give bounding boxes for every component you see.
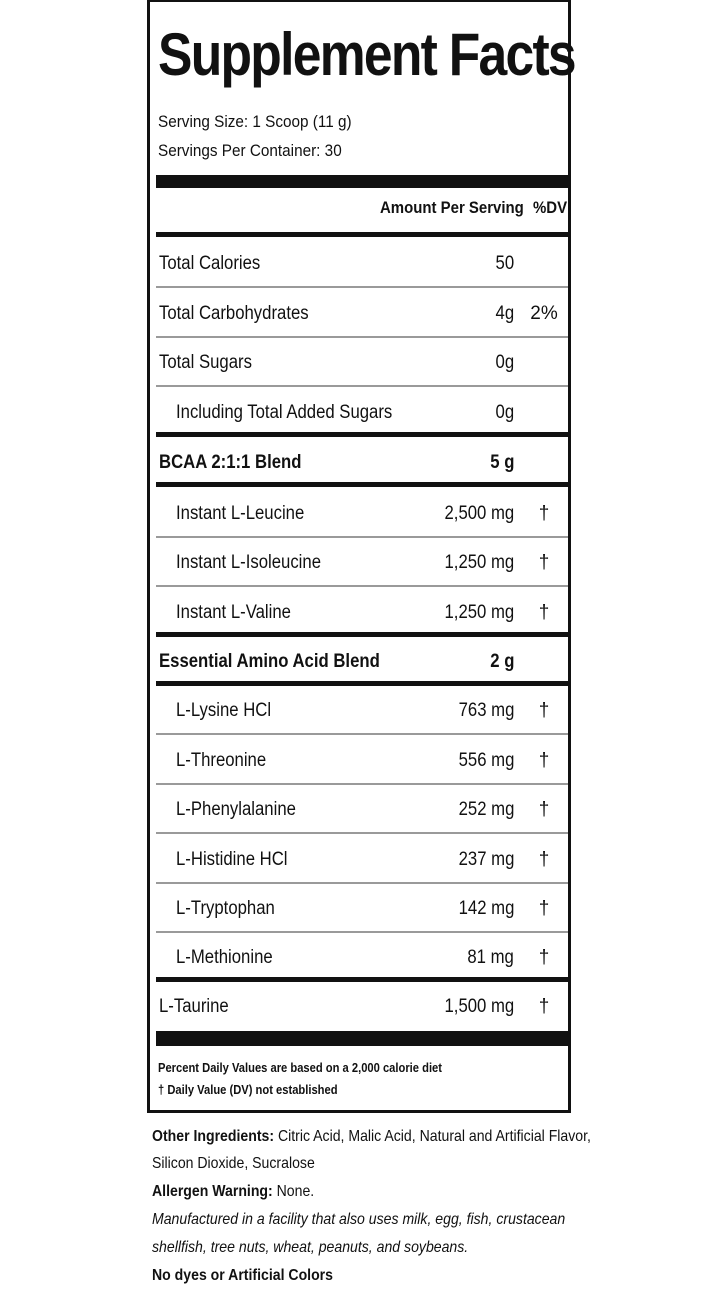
supplement-facts-panel bbox=[147, 0, 575, 1113]
no-dyes-statement: No dyes or Artificial Colors bbox=[152, 1267, 333, 1284]
other-ingredients-line1 bbox=[152, 1123, 645, 1151]
nutrient-amount: 0g bbox=[495, 352, 514, 373]
nutrient-name: BCAA 2:1:1 Blend bbox=[159, 452, 302, 473]
header-dv: %DV bbox=[533, 198, 568, 217]
nutrient-row bbox=[156, 240, 568, 288]
nutrient-dv: † bbox=[538, 799, 550, 820]
nutrient-amount: 252 mg bbox=[458, 799, 514, 820]
nutrient-row bbox=[156, 439, 568, 487]
top-thick-divider bbox=[156, 175, 568, 188]
nutrient-name: Essential Amino Acid Blend bbox=[159, 651, 380, 672]
nutrient-dv: † bbox=[538, 700, 550, 721]
nutrient-name: Total Carbohydrates bbox=[159, 303, 309, 324]
panel-title: Supplement Facts bbox=[158, 21, 575, 88]
header-divider bbox=[156, 232, 568, 237]
allergen-text: None. bbox=[272, 1183, 315, 1200]
nutrient-dv: † bbox=[538, 898, 550, 919]
nutrient-amount: 2,500 mg bbox=[444, 503, 514, 524]
nutrient-name: L-Methionine bbox=[176, 947, 273, 968]
nutrient-row bbox=[156, 589, 568, 637]
nutrient-amount: 1,250 mg bbox=[444, 552, 514, 573]
nutrient-row bbox=[156, 836, 568, 884]
nutrient-name: L-Lysine HCl bbox=[176, 700, 272, 721]
nutrient-name: Total Calories bbox=[159, 253, 261, 274]
nutrient-row bbox=[156, 687, 568, 735]
header-amount-per-serving: Amount Per Serving bbox=[380, 198, 524, 217]
nutrient-dv: † bbox=[538, 503, 550, 524]
nutrient-name: L-Taurine bbox=[159, 996, 229, 1017]
nutrient-amount: 556 mg bbox=[458, 750, 514, 771]
allergen-warning bbox=[152, 1178, 645, 1206]
other-ingredients-label: Other Ingredients: bbox=[152, 1128, 275, 1145]
nutrient-dv: 2% bbox=[530, 303, 558, 324]
nutrient-row bbox=[156, 737, 568, 785]
nutrient-name: L-Threonine bbox=[176, 750, 267, 771]
nutrient-row bbox=[156, 983, 568, 1031]
nutrient-dv: † bbox=[538, 996, 550, 1017]
nutrient-row bbox=[156, 539, 568, 587]
nutrient-dv: † bbox=[538, 602, 550, 623]
facility-notice-line1: Manufactured in a facility that also uses milk, egg, fish, crustacean bbox=[152, 1211, 566, 1228]
nutrient-row bbox=[156, 638, 568, 686]
nutrient-amount: 1,250 mg bbox=[444, 602, 514, 623]
nutrient-dv: † bbox=[538, 849, 550, 870]
nutrient-name: Total Sugars bbox=[159, 352, 252, 373]
nutrient-name: Including Total Added Sugars bbox=[176, 402, 393, 423]
nutrient-amount: 50 bbox=[495, 253, 514, 274]
allergen-label: Allergen Warning: bbox=[152, 1183, 273, 1200]
nutrient-dv: † bbox=[538, 750, 550, 771]
nutrient-amount: 142 mg bbox=[458, 898, 514, 919]
nutrient-row bbox=[156, 934, 568, 982]
nutrient-row bbox=[156, 339, 568, 387]
footnote-dv-not-established: † Daily Value (DV) not established bbox=[158, 1082, 338, 1097]
serving-size: Serving Size: 1 Scoop (11 g) bbox=[158, 112, 352, 131]
nutrient-row bbox=[156, 786, 568, 834]
nutrient-amount: 4g bbox=[495, 303, 514, 324]
nutrient-row bbox=[156, 290, 568, 338]
footnote-daily-values: Percent Daily Values are based on a 2,000 calorie diet bbox=[158, 1060, 443, 1075]
nutrient-name: L-Tryptophan bbox=[176, 898, 275, 919]
nutrient-amount: 1,500 mg bbox=[444, 996, 514, 1017]
nutrient-amount: 81 mg bbox=[467, 947, 514, 968]
other-ingredients-line2: Silicon Dioxide, Sucralose bbox=[152, 1155, 315, 1172]
nutrient-name: Instant L-Isoleucine bbox=[176, 552, 321, 573]
nutrient-name: Instant L-Valine bbox=[176, 602, 291, 623]
other-ingredients-text: Citric Acid, Malic Acid, Natural and Artificial Flavor, bbox=[274, 1128, 591, 1145]
servings-per-container: Servings Per Container: 30 bbox=[158, 141, 342, 160]
nutrient-amount: 763 mg bbox=[458, 700, 514, 721]
nutrient-row bbox=[156, 389, 568, 437]
nutrient-dv: † bbox=[538, 947, 550, 968]
nutrient-name: Instant L-Leucine bbox=[176, 503, 305, 524]
nutrient-name: L-Histidine HCl bbox=[176, 849, 288, 870]
nutrient-row bbox=[156, 885, 568, 933]
nutrient-amount: 2 g bbox=[489, 651, 514, 672]
nutrient-row bbox=[156, 490, 568, 538]
nutrient-dv: † bbox=[538, 552, 550, 573]
facility-notice-line2: shellfish, tree nuts, wheat, peanuts, and soybeans. bbox=[152, 1239, 469, 1256]
nutrient-amount: 5 g bbox=[489, 452, 514, 473]
nutrient-amount: 237 mg bbox=[458, 849, 514, 870]
nutrient-amount: 0g bbox=[495, 402, 514, 423]
nutrient-name: L-Phenylalanine bbox=[176, 799, 296, 820]
bottom-thick-divider bbox=[156, 1031, 568, 1046]
